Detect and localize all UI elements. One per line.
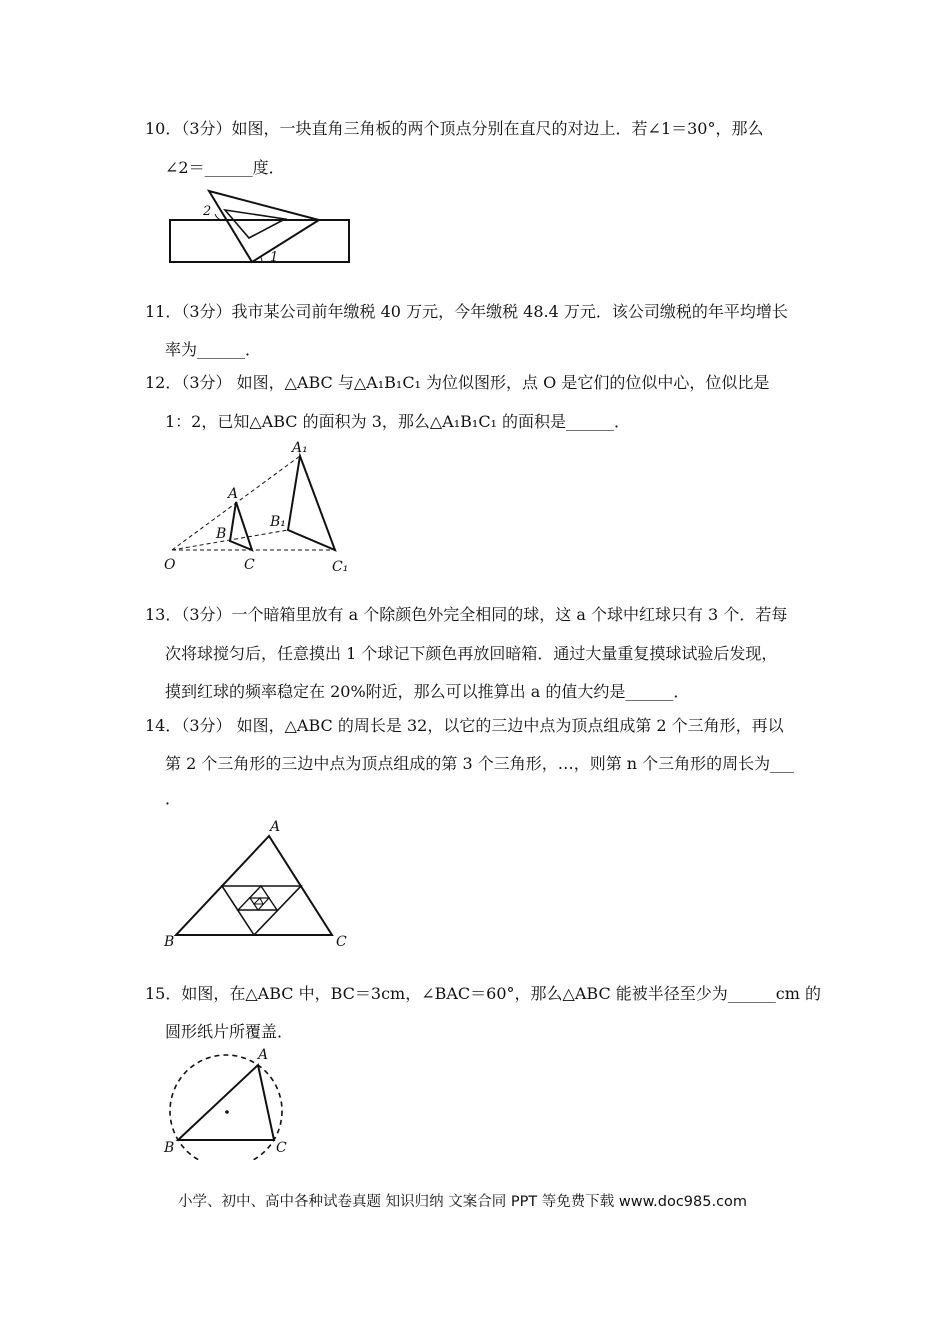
q12-label-B1: B₁ — [270, 514, 286, 530]
q13-text-line1: 13．（3分）一个暗箱里放有 a 个除颜色外完全相同的球，这 a 个球中红球只有 3 个．若每 — [145, 605, 788, 624]
q10-label-angle1: 1 — [270, 250, 279, 265]
q14-label-C: C — [336, 934, 347, 950]
q14-label-A: A — [270, 819, 281, 835]
q12-label-A1: A₁ — [292, 440, 308, 456]
q13-text-line2: 次将球搅匀后，任意摸出 1 个球记下颜色再放回暗箱．通过大量重复摸球试验后发现， — [165, 644, 778, 663]
q14-label-B: B — [164, 934, 175, 950]
q11-text-line2: 率为______． — [165, 340, 262, 359]
q10-ruler-triangle-figure — [165, 186, 355, 266]
q10-text-line1: 10．（3分）如图，一块直角三角板的两个顶点分别在直尺的对边上．若∠1＝30°，那么 — [145, 119, 764, 138]
q14-nested-triangles-figure — [160, 812, 360, 952]
q15-label-C: C — [276, 1140, 287, 1156]
q15-label-A: A — [258, 1047, 269, 1063]
q12-text-line2: 1：2，已知△ABC 的面积为 3，那么△A₁B₁C₁ 的面积是______． — [165, 412, 631, 431]
q14-text-line2: 第 2 个三角形的三边中点为顶点组成的第 3 个三角形，…，则第 n 个三角形的周长为___ — [165, 754, 795, 773]
q14-text-line3: ． — [165, 789, 182, 808]
q12-label-A: A — [228, 486, 239, 502]
q12-label-C: C — [244, 557, 255, 573]
q14-text-line1: 14．（3分） 如图，△ABC 的周长是 32，以它的三边中点为顶点组成第 2 个三角形，再以 — [145, 716, 784, 735]
q10-text-line2: ∠2＝______度． — [165, 158, 285, 177]
q11-text-line1: 11．（3分）我市某公司前年缴税 40 万元，今年缴税 48.4 万元．该公司缴税的年平均增长 — [145, 302, 788, 321]
q12-text-line1: 12．（3分） 如图，△ABC 与△A₁B₁C₁ 为位似图形，点 O 是它们的位似中心，位似比是 — [145, 373, 770, 392]
q15-text-line1: 15．如图，在△ABC 中，BC＝3cm，∠BAC＝60°，那么△ABC 能被半径至少为______cm 的 — [145, 984, 821, 1003]
q10-label-angle2: 2 — [203, 204, 212, 219]
q15-circumscribed-circle-figure — [160, 1045, 300, 1160]
q12-label-O: O — [164, 557, 176, 573]
q12-label-C1: C₁ — [332, 559, 349, 575]
q15-text-line2: 圆形纸片所覆盖． — [165, 1022, 294, 1041]
q15-label-B: B — [164, 1140, 175, 1156]
page-footer: 小学、初中、高中各种试卷真题 知识归纳 文案合同 PPT 等免费下载 www.doc985.com — [178, 1194, 748, 1210]
q12-label-B: B — [216, 526, 227, 542]
q12-similar-triangles-figure — [160, 438, 360, 578]
q13-text-line3: 摸到红球的频率稳定在 20%附近，那么可以推算出 a 的值大约是______． — [165, 682, 690, 701]
